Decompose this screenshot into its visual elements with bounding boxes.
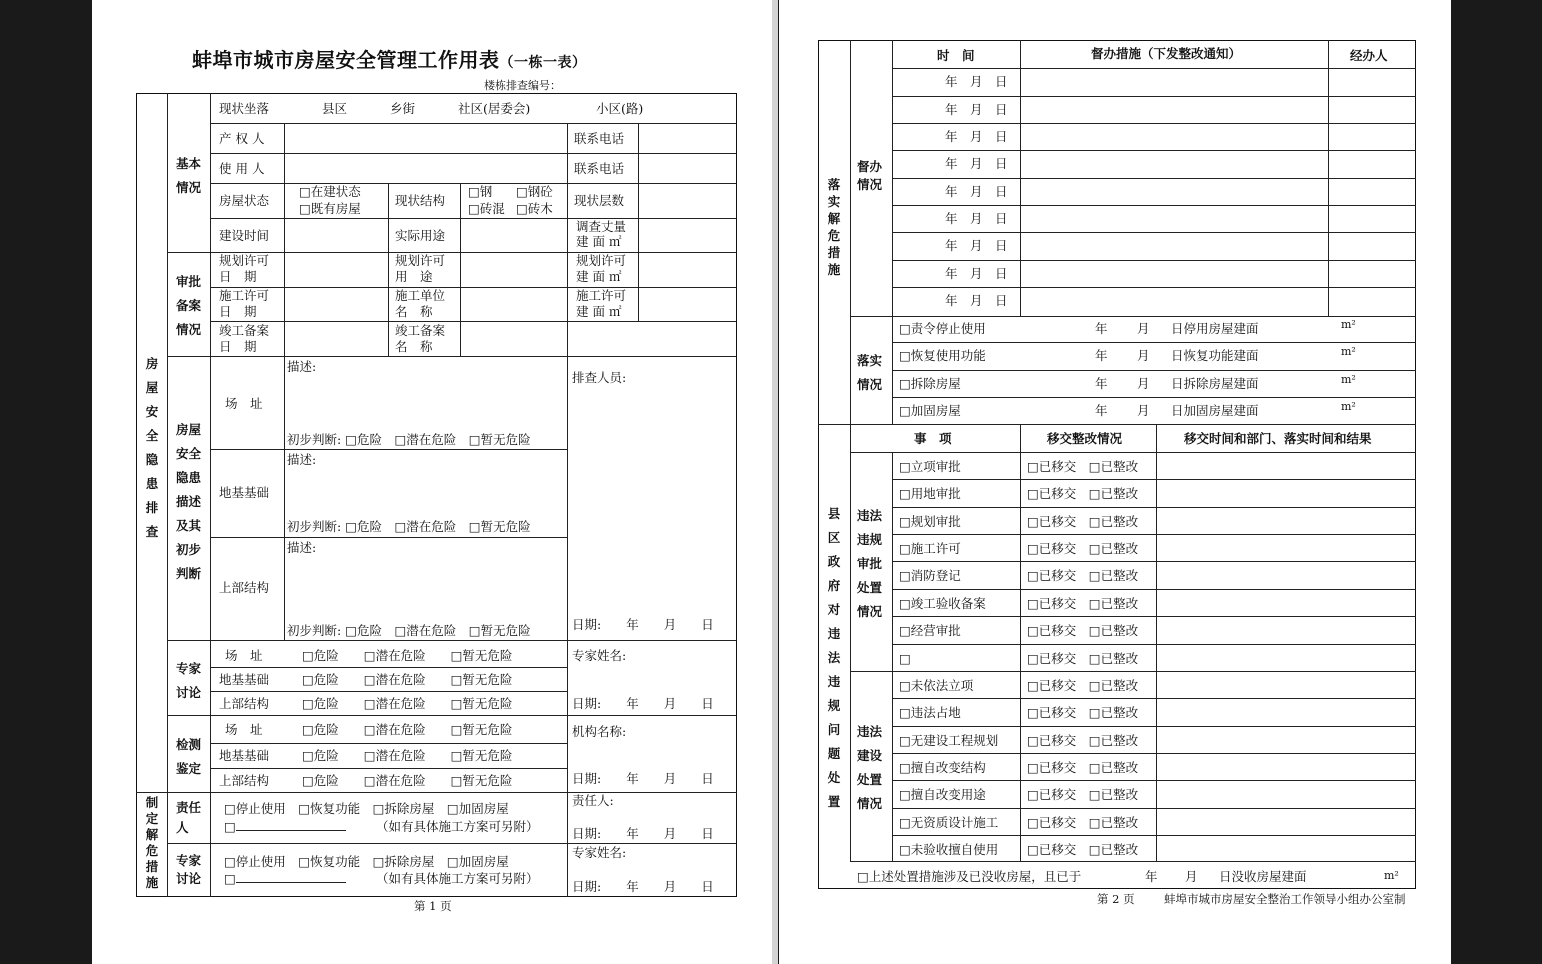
expert2-date: 日期: 年 月 日 [572,879,714,894]
implement-month: 月 [1137,348,1150,363]
expert-date: 日期: 年 月 日 [572,696,714,711]
page-number-1: 第 1 页 [414,899,452,913]
implement-unit: m² [1341,318,1356,331]
owner-label: 产 权 人 [219,131,265,146]
location-community: 社区(居委会) [458,101,531,116]
approval-item: □立项审批 [899,459,961,474]
supervise-date: 年 月 日 [945,156,1008,171]
section-county-label: 县区政府对违法违规问题处置 [827,506,841,809]
structure-brick-wood: □砖木 [516,201,553,216]
completion-name-label: 竣工备案 名 称 [395,323,446,354]
header-transfer-result: 移交时间和部门、落实时间和结果 [1184,431,1372,446]
construct-item: □擅自改变用途 [899,787,986,802]
hazard-upper-desc: 描述: [287,540,317,555]
status-building: □在建状态 [299,184,361,199]
inspect-date: 日期: 年 月 日 [572,771,714,786]
header-measure: 督办措施（下发整改通知） [1091,46,1242,61]
header-item: 事 项 [914,431,952,446]
basic-info-label: 基本情况 [176,156,202,195]
expert-label: 专家讨论 [176,661,202,700]
supervise-date: 年 月 日 [945,129,1008,144]
implement-tail: 日拆除房屋建面 [1171,376,1259,391]
hazard-foundation-label: 地基基础 [219,485,270,500]
structure-label: 现状结构 [395,193,446,208]
construct-item: □未验收擅自使用 [899,842,999,857]
hazard-upper-judge: 初步判断: □危险 □潜在危险 □暂无危险 [287,623,531,638]
plan-use-label: 规划许可 用 途 [395,253,446,284]
floors-label: 现状层数 [574,193,625,208]
approval-item: □ [899,651,911,666]
status-existing: □既有房屋 [299,201,361,216]
approval-status: □已移交 □已整改 [1027,514,1139,529]
implement-item: □责令停止使用 [899,321,986,336]
approval-status: □已移交 □已整改 [1027,459,1139,474]
inspect-foundation-opts: □危险 □潜在危险 □暂无危险 [302,748,513,763]
inspect-upper-label: 上部结构 [219,773,270,788]
construct-item: □擅自改变结构 [899,760,986,775]
hazard-foundation-judge: 初步判断: □危险 □潜在危险 □暂无危险 [287,519,531,534]
supervise-date: 年 月 日 [945,102,1008,117]
expert2-note: （如有具体施工方案可另附） [376,871,539,886]
approval-item: □用地审批 [899,486,961,501]
approval-item: □竣工验收备案 [899,596,986,611]
expert-site-label: 场 址 [225,648,263,663]
build-permit-date-label: 施工许可 日 期 [219,288,270,319]
construct-status: □已移交 □已整改 [1027,705,1139,720]
plan-date-label: 规划许可 日 期 [219,253,270,284]
construct-handling-label: 违法建设处置情况 [857,724,883,811]
approval-item: □消防登记 [899,568,961,583]
page-separator [772,0,778,964]
implement-month: 月 [1137,403,1150,418]
form-title: 蚌埠市城市房屋安全管理工作用表（一栋一表） [192,48,587,72]
page-number-2: 第 2 页 [1097,892,1135,906]
structure-steel: □钢 [468,184,493,199]
supervise-label: 督办情况 [857,159,883,192]
office-credit: 蚌埠市城市房屋安全整治工作领导小组办公室制 [1164,892,1406,906]
section-survey-label: 房屋安全隐患排查 [145,356,159,539]
implement-label: 落实情况 [857,353,883,392]
build-time-label: 建设时间 [219,228,270,243]
resp-person-label: 责任人: [572,793,614,808]
implement-month: 月 [1137,376,1150,391]
section-measure-label: 制定解危措施 [145,795,159,890]
construct-item: □违法占地 [899,705,961,720]
location-county: 县区 [322,101,348,116]
approval-status: □已移交 □已整改 [1027,596,1139,611]
location-street: 乡街 [390,101,416,116]
supervise-date: 年 月 日 [945,238,1008,253]
construct-item: □无建设工程规划 [899,733,999,748]
implement-year: 年 [1095,321,1108,336]
construct-status: □已移交 □已整改 [1027,678,1139,693]
build-unit-label: 施工单位 名 称 [395,288,446,319]
inspect-site-opts: □危险 □潜在危险 □暂无危险 [302,722,513,737]
approval-item: □经营审批 [899,623,961,638]
hazard-upper-label: 上部结构 [219,580,270,595]
section-implement-label: 落实解危措施 [827,177,841,277]
implement-year: 年 [1095,403,1108,418]
approval-status: □已移交 □已整改 [1027,486,1139,501]
implement-unit: m² [1341,400,1356,413]
construct-status: □已移交 □已整改 [1027,787,1139,802]
expert2-options: □停止使用 □恢复功能 □拆除房屋 □加固房屋 [224,854,509,869]
construct-status: □已移交 □已整改 [1027,815,1139,830]
implement-month: 月 [1137,321,1150,336]
inspect-upper-opts: □危险 □潜在危险 □暂无危险 [302,773,513,788]
resp-other: □ [224,819,346,835]
inspect-label: 检测鉴定 [176,737,202,776]
inspector-label: 排查人员: [572,370,627,385]
confiscate-tail: 日没收房屋建面 [1219,869,1307,884]
approval-item: □施工许可 [899,541,961,556]
survey-number-label: 楼栋排查编号： [484,79,561,92]
header-handler: 经办人 [1350,48,1388,63]
approval-status: □已移交 □已整改 [1027,651,1139,666]
resp-date: 日期: 年 月 日 [572,826,714,841]
user-contact-label: 联系电话 [574,161,625,176]
supervise-date: 年 月 日 [945,184,1008,199]
supervise-date: 年 月 日 [945,293,1008,308]
confiscate-year: 年 [1145,869,1158,884]
implement-tail: 日恢复功能建面 [1171,348,1259,363]
expert-upper-opts: □危险 □潜在危险 □暂无危险 [302,696,513,711]
actual-use-label: 实际用途 [395,228,446,243]
implement-item: □恢复使用功能 [899,348,986,363]
supervise-date: 年 月 日 [945,211,1008,226]
implement-tail: 日停用房屋建面 [1171,321,1259,336]
approval-status: □已移交 □已整改 [1027,623,1139,638]
approval-status: □已移交 □已整改 [1027,568,1139,583]
resp-note: （如有具体施工方案可另附） [376,819,539,834]
approval-item: □规划审批 [899,514,961,529]
implement-unit: m² [1341,373,1356,386]
inspector-date: 日期: 年 月 日 [572,617,714,632]
expert-name-label: 专家姓名: [572,648,627,663]
implement-item: □加固房屋 [899,403,961,418]
location-label: 现状坐落 [219,101,270,116]
confiscate-unit: m² [1384,869,1399,882]
implement-unit: m² [1341,345,1356,358]
construct-status: □已移交 □已整改 [1027,842,1139,857]
inspect-org-label: 机构名称: [572,724,627,739]
resp-options: □停止使用 □恢复功能 □拆除房屋 □加固房屋 [224,801,509,816]
implement-tail: 日加固房屋建面 [1171,403,1259,418]
completion-date-label: 竣工备案 日 期 [219,323,270,354]
confiscate-text: □上述处置措施涉及已没收房屋，且已于 [857,869,1082,884]
expert2-other: □ [224,871,346,887]
construct-item: □未依法立项 [899,678,974,693]
expert2-name-label: 专家姓名: [572,845,627,860]
resp-label: 责任人 [176,800,202,835]
status-label: 房屋状态 [219,193,270,208]
hazard-site-judge: 初步判断: □危险 □潜在危险 □暂无危险 [287,432,531,447]
implement-year: 年 [1095,376,1108,391]
user-label: 使 用 人 [219,161,265,176]
expert2-label: 专家讨论 [176,853,202,886]
hazard-site-label: 场 址 [225,396,263,411]
hazard-site-desc: 描述: [287,359,317,374]
owner-contact-label: 联系电话 [574,131,625,146]
page-2 [779,0,1451,964]
expert-foundation-opts: □危险 □潜在危险 □暂无危险 [302,672,513,687]
inspect-foundation-label: 地基基础 [219,748,270,763]
plan-area-label: 规划许可 建 面 ㎡ [576,253,627,284]
expert-site-opts: □危险 □潜在危险 □暂无危险 [302,648,513,663]
page-1 [92,0,772,964]
approval-label: 审批备案情况 [176,274,202,337]
location-estate: 小区(路) [596,101,644,116]
supervise-date: 年 月 日 [945,74,1008,89]
supervise-date: 年 月 日 [945,266,1008,281]
structure-brick-concrete: □砖混 [468,201,505,216]
expert-foundation-label: 地基基础 [219,672,270,687]
survey-area-label: 调查丈量 建 面 ㎡ [576,219,627,249]
right-dark-area [1451,0,1542,964]
hazard-foundation-desc: 描述: [287,452,317,467]
approval-status: □已移交 □已整改 [1027,541,1139,556]
structure-concrete: □钢砼 [516,184,553,199]
construct-status: □已移交 □已整改 [1027,760,1139,775]
build-area-label: 施工许可 建 面 ㎡ [576,288,627,319]
inspect-site-label: 场 址 [225,722,263,737]
construct-status: □已移交 □已整改 [1027,733,1139,748]
expert-upper-label: 上部结构 [219,696,270,711]
confiscate-month: 月 [1185,869,1198,884]
hazard-label: 房屋安全隐患描述及其初步判断 [176,422,202,581]
header-transfer-status: 移交整改情况 [1047,431,1123,446]
implement-item: □拆除房屋 [899,376,961,391]
approval-handling-label: 违法违规审批处置情况 [857,508,883,619]
construct-item: □无资质设计施工 [899,815,999,830]
implement-year: 年 [1095,348,1108,363]
header-time: 时 间 [937,48,975,63]
